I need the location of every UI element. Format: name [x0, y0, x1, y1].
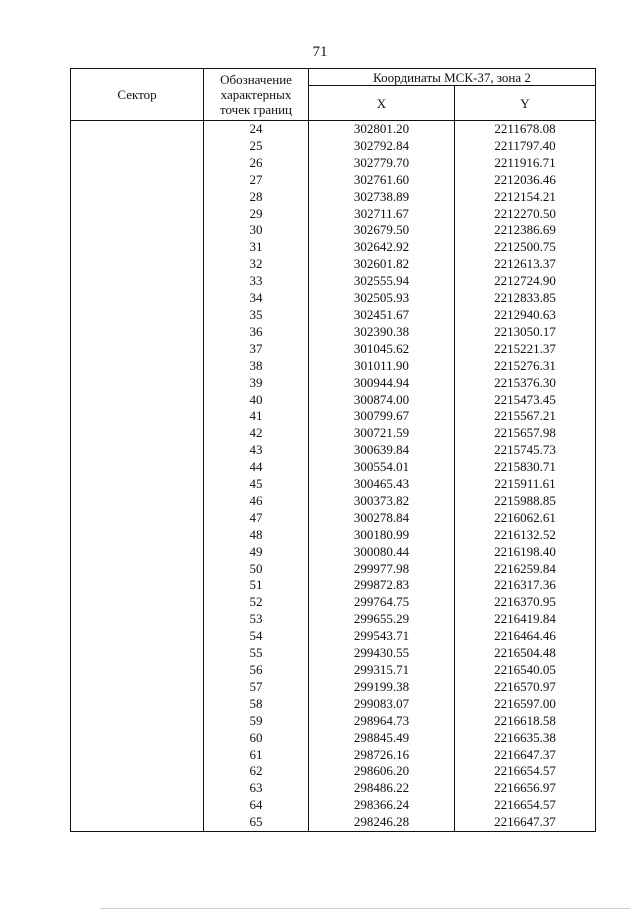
point-cell: 63 [204, 780, 309, 797]
x-cell: 299315.71 [309, 662, 455, 679]
point-cell: 24 [204, 121, 309, 138]
y-cell: 2212500.75 [455, 239, 596, 256]
point-cell: 31 [204, 239, 309, 256]
y-cell: 2212613.37 [455, 256, 596, 273]
x-cell: 299430.55 [309, 645, 455, 662]
point-cell: 46 [204, 493, 309, 510]
table-row [71, 307, 596, 324]
y-cell: 2215657.98 [455, 425, 596, 442]
sector-cell [71, 747, 204, 764]
point-cell: 64 [204, 797, 309, 814]
x-cell: 302390.38 [309, 324, 455, 341]
table-row [71, 797, 596, 814]
sector-cell [71, 375, 204, 392]
sector-cell [71, 527, 204, 544]
header-sector: Сектор [71, 69, 204, 121]
x-cell: 300721.59 [309, 425, 455, 442]
point-cell: 42 [204, 425, 309, 442]
x-cell: 298726.16 [309, 747, 455, 764]
header-point-designation [204, 69, 309, 121]
table-row [71, 408, 596, 425]
x-cell: 302738.89 [309, 189, 455, 206]
point-cell: 65 [204, 814, 309, 831]
point-cell: 47 [204, 510, 309, 527]
x-cell: 300639.84 [309, 442, 455, 459]
point-cell: 33 [204, 273, 309, 290]
x-cell: 302679.50 [309, 222, 455, 239]
y-cell: 2216198.40 [455, 544, 596, 561]
table-row [71, 273, 596, 290]
y-cell: 2216570.97 [455, 679, 596, 696]
point-cell: 41 [204, 408, 309, 425]
table-row [71, 290, 596, 307]
point-cell: 58 [204, 696, 309, 713]
point-cell: 34 [204, 290, 309, 307]
point-cell: 25 [204, 138, 309, 155]
x-cell: 300554.01 [309, 459, 455, 476]
point-cell: 56 [204, 662, 309, 679]
x-cell: 299083.07 [309, 696, 455, 713]
table-row [71, 459, 596, 476]
point-cell: 36 [204, 324, 309, 341]
sector-cell [71, 493, 204, 510]
sector-cell [71, 662, 204, 679]
table-row [71, 696, 596, 713]
x-cell: 298606.20 [309, 763, 455, 780]
y-cell: 2211916.71 [455, 155, 596, 172]
table-row [71, 425, 596, 442]
y-cell: 2216656.97 [455, 780, 596, 797]
table-row [71, 747, 596, 764]
table-row [71, 561, 596, 578]
y-cell: 2216132.52 [455, 527, 596, 544]
sector-cell [71, 611, 204, 628]
y-cell: 2215830.71 [455, 459, 596, 476]
y-cell: 2216654.57 [455, 797, 596, 814]
sector-cell [71, 442, 204, 459]
y-cell: 2211797.40 [455, 138, 596, 155]
x-cell: 300278.84 [309, 510, 455, 527]
sector-cell [71, 628, 204, 645]
y-cell: 2216635.38 [455, 730, 596, 747]
table-row [71, 239, 596, 256]
table-row [71, 662, 596, 679]
y-cell: 2216654.57 [455, 763, 596, 780]
sector-cell [71, 324, 204, 341]
header-y: Y [455, 86, 596, 121]
y-cell: 2212154.21 [455, 189, 596, 206]
y-cell: 2216464.46 [455, 628, 596, 645]
x-cell: 302801.20 [309, 121, 455, 138]
sector-cell [71, 561, 204, 578]
point-cell: 54 [204, 628, 309, 645]
table-row [71, 442, 596, 459]
y-cell: 2216647.37 [455, 814, 596, 831]
y-cell: 2216259.84 [455, 561, 596, 578]
y-cell: 2212940.63 [455, 307, 596, 324]
x-cell: 302555.94 [309, 273, 455, 290]
sector-cell [71, 780, 204, 797]
x-cell: 302505.93 [309, 290, 455, 307]
table-row [71, 679, 596, 696]
point-cell: 28 [204, 189, 309, 206]
x-cell: 302601.82 [309, 256, 455, 273]
table-row [71, 493, 596, 510]
table-row [71, 256, 596, 273]
x-cell: 302642.92 [309, 239, 455, 256]
y-cell: 2216419.84 [455, 611, 596, 628]
x-cell: 302711.67 [309, 206, 455, 223]
x-cell: 301045.62 [309, 341, 455, 358]
table-row [71, 594, 596, 611]
point-cell: 39 [204, 375, 309, 392]
sector-cell [71, 594, 204, 611]
table-row [71, 206, 596, 223]
sector-cell [71, 273, 204, 290]
y-cell: 2215376.30 [455, 375, 596, 392]
y-cell: 2215745.73 [455, 442, 596, 459]
x-cell: 302779.70 [309, 155, 455, 172]
point-cell: 60 [204, 730, 309, 747]
x-cell: 298845.49 [309, 730, 455, 747]
sector-cell [71, 577, 204, 594]
point-cell: 48 [204, 527, 309, 544]
x-cell: 302792.84 [309, 138, 455, 155]
x-cell: 300799.67 [309, 408, 455, 425]
table-row [71, 476, 596, 493]
y-cell: 2212724.90 [455, 273, 596, 290]
table-row [71, 645, 596, 662]
x-cell: 300180.99 [309, 527, 455, 544]
y-cell: 2216597.00 [455, 696, 596, 713]
x-cell: 299199.38 [309, 679, 455, 696]
sector-cell [71, 730, 204, 747]
point-cell: 59 [204, 713, 309, 730]
sector-cell [71, 797, 204, 814]
sector-cell [71, 239, 204, 256]
table-row [71, 358, 596, 375]
sector-cell [71, 408, 204, 425]
table-body [71, 121, 596, 832]
point-cell: 30 [204, 222, 309, 239]
point-cell: 40 [204, 392, 309, 409]
point-cell: 44 [204, 459, 309, 476]
x-cell: 298486.22 [309, 780, 455, 797]
table-row [71, 121, 596, 138]
table-row [71, 155, 596, 172]
table-row [71, 189, 596, 206]
sector-cell [71, 256, 204, 273]
sector-cell [71, 763, 204, 780]
scan-edge-line [100, 908, 630, 909]
point-cell: 43 [204, 442, 309, 459]
table-row [71, 222, 596, 239]
sector-cell [71, 189, 204, 206]
sector-cell [71, 425, 204, 442]
point-cell: 53 [204, 611, 309, 628]
point-cell: 32 [204, 256, 309, 273]
sector-cell [71, 121, 204, 138]
sector-cell [71, 679, 204, 696]
x-cell: 298246.28 [309, 814, 455, 831]
sector-cell [71, 645, 204, 662]
table-header [71, 69, 596, 121]
header-point-line-3: точек границ [219, 102, 293, 117]
y-cell: 2215911.61 [455, 476, 596, 493]
table-row [71, 324, 596, 341]
page-number: 71 [312, 44, 328, 60]
y-cell: 2216062.61 [455, 510, 596, 527]
x-cell: 302761.60 [309, 172, 455, 189]
sector-cell [71, 307, 204, 324]
y-cell: 2216504.48 [455, 645, 596, 662]
x-cell: 298964.73 [309, 713, 455, 730]
table-row [71, 138, 596, 155]
y-cell: 2215988.85 [455, 493, 596, 510]
point-cell: 55 [204, 645, 309, 662]
x-cell: 299872.83 [309, 577, 455, 594]
header-x: X [309, 86, 455, 121]
x-cell: 301011.90 [309, 358, 455, 375]
sector-cell [71, 814, 204, 831]
sector-cell [71, 222, 204, 239]
sector-cell [71, 155, 204, 172]
header-point-line-1: Обозначение [220, 72, 292, 87]
table-row [71, 172, 596, 189]
table-row [71, 730, 596, 747]
header-coords-group: Координаты МСК-37, зона 2 [309, 69, 596, 86]
x-cell: 300874.00 [309, 392, 455, 409]
table-row [71, 392, 596, 409]
point-cell: 38 [204, 358, 309, 375]
table-row [71, 510, 596, 527]
point-cell: 62 [204, 763, 309, 780]
x-cell: 299543.71 [309, 628, 455, 645]
table-row [71, 527, 596, 544]
y-cell: 2212386.69 [455, 222, 596, 239]
sector-cell [71, 713, 204, 730]
point-cell: 57 [204, 679, 309, 696]
coordinates-table [70, 68, 596, 832]
y-cell: 2213050.17 [455, 324, 596, 341]
sector-cell [71, 544, 204, 561]
header-point-line-2: характерных [220, 87, 292, 102]
point-cell: 26 [204, 155, 309, 172]
sector-cell [71, 510, 204, 527]
sector-cell [71, 341, 204, 358]
sector-cell [71, 206, 204, 223]
point-cell: 49 [204, 544, 309, 561]
table-row [71, 611, 596, 628]
x-cell: 300944.94 [309, 375, 455, 392]
x-cell: 302451.67 [309, 307, 455, 324]
y-cell: 2216647.37 [455, 747, 596, 764]
table-row [71, 628, 596, 645]
sector-cell [71, 138, 204, 155]
point-cell: 27 [204, 172, 309, 189]
x-cell: 299655.29 [309, 611, 455, 628]
point-cell: 37 [204, 341, 309, 358]
x-cell: 298366.24 [309, 797, 455, 814]
sector-cell [71, 476, 204, 493]
y-cell: 2212036.46 [455, 172, 596, 189]
table-row [71, 577, 596, 594]
x-cell: 300465.43 [309, 476, 455, 493]
y-cell: 2215221.37 [455, 341, 596, 358]
y-cell: 2211678.08 [455, 121, 596, 138]
point-cell: 52 [204, 594, 309, 611]
sector-cell [71, 696, 204, 713]
x-cell: 300080.44 [309, 544, 455, 561]
table-row [71, 375, 596, 392]
point-cell: 61 [204, 747, 309, 764]
table-row [71, 780, 596, 797]
x-cell: 299764.75 [309, 594, 455, 611]
sector-cell [71, 392, 204, 409]
table-row [71, 544, 596, 561]
y-cell: 2212833.85 [455, 290, 596, 307]
y-cell: 2216540.05 [455, 662, 596, 679]
sector-cell [71, 459, 204, 476]
point-cell: 35 [204, 307, 309, 324]
y-cell: 2216317.36 [455, 577, 596, 594]
table-row [71, 341, 596, 358]
table-row [71, 763, 596, 780]
sector-cell [71, 358, 204, 375]
x-cell: 300373.82 [309, 493, 455, 510]
sector-cell [71, 172, 204, 189]
table-row [71, 713, 596, 730]
y-cell: 2216370.95 [455, 594, 596, 611]
table-row [71, 814, 596, 831]
point-cell: 50 [204, 561, 309, 578]
point-cell: 45 [204, 476, 309, 493]
y-cell: 2212270.50 [455, 206, 596, 223]
y-cell: 2215567.21 [455, 408, 596, 425]
point-cell: 51 [204, 577, 309, 594]
sector-cell [71, 290, 204, 307]
x-cell: 299977.98 [309, 561, 455, 578]
point-cell: 29 [204, 206, 309, 223]
y-cell: 2215473.45 [455, 392, 596, 409]
y-cell: 2215276.31 [455, 358, 596, 375]
y-cell: 2216618.58 [455, 713, 596, 730]
